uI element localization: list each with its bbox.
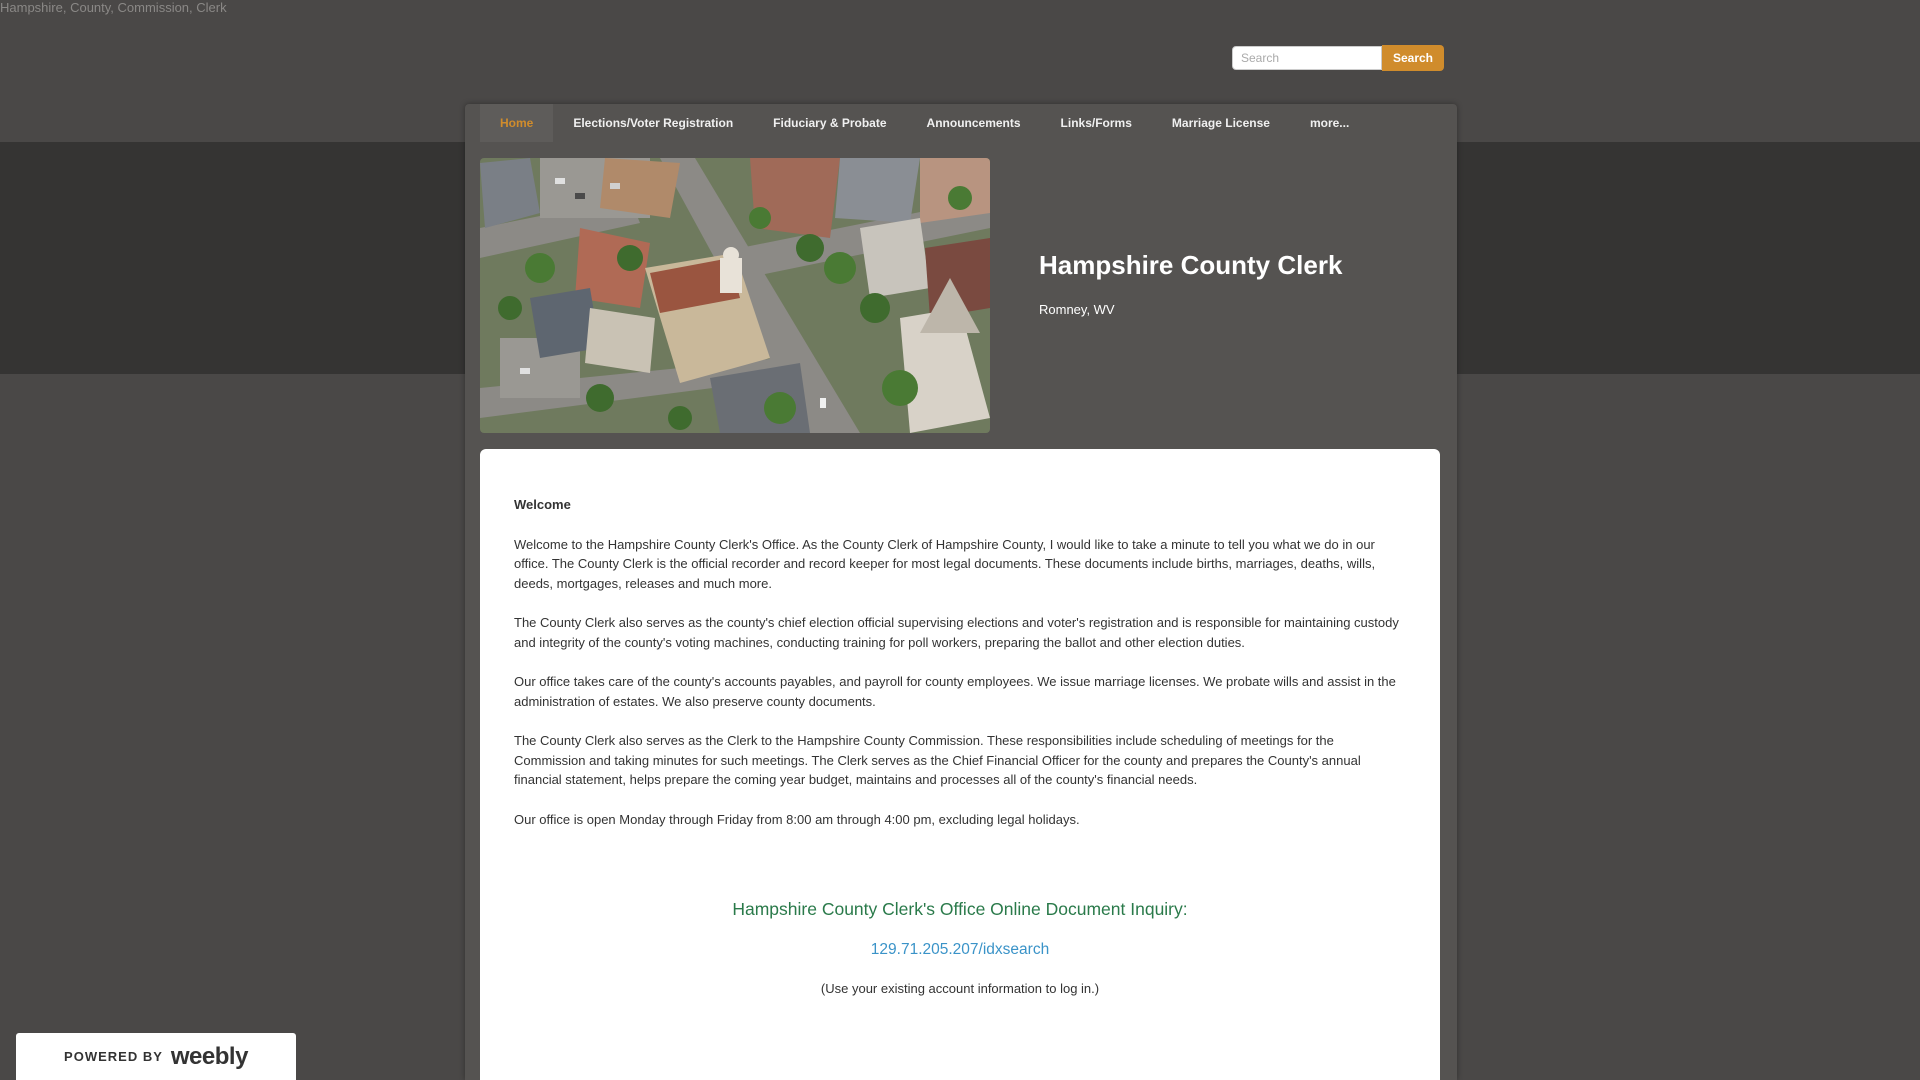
nav-item-marriage-license[interactable]: Marriage License — [1171, 116, 1270, 130]
header-aerial-photo — [480, 158, 990, 433]
document-inquiry-title: Hampshire County Clerk's Office Online Document Inquiry: — [732, 899, 1188, 919]
weebly-logo: weebly — [170, 1042, 248, 1070]
nav-item-links-forms[interactable]: Links/Forms — [1060, 116, 1132, 130]
aerial-town-illustration — [480, 158, 990, 433]
nav-item-announcements[interactable]: Announcements — [926, 116, 1021, 130]
intro-paragraph: Welcome to the Hampshire County Clerk's Office. As the County Clerk of Hampshire County, I would like to take a minute to tell you what we do in our office. The County Clerk is the official recorder and record keeper for most legal documents. These documents include births, marriages, deaths, wills, deeds, mortgages, releases and much more. — [514, 536, 1376, 591]
election-paragraph: The County Clerk also serves as the county's chief election official supervising elections and voter's registration and is responsible for maintaining custody and integrity of the county's voting machines, conducting training for poll workers, preparing the ballot and other election duties. — [514, 615, 1399, 650]
commission-paragraph: The County Clerk also serves as the Clerk to the Hampshire County Commission. These responsibilities include scheduling of meetings for the Commission and taking minutes for such meetings. The Clerk serves as the Chief Financial Officer for the county and prepares the County's annual financial statement, helps prepare the coming year budget, maintains and processes all of the county's financial needs. — [514, 733, 1361, 787]
document-inquiry-link[interactable]: 129.71.205.207/idxsearch — [870, 940, 1050, 958]
nav-item-home[interactable]: Home — [480, 104, 553, 142]
search-form — [1232, 45, 1444, 71]
hours-paragraph: Our office is open Monday through Friday from 8:00 am through 4:00 pm, excluding legal holidays. — [514, 811, 1080, 827]
welcome-heading: Welcome — [514, 497, 571, 512]
main-navigation — [480, 104, 1369, 142]
search-input[interactable] — [1232, 46, 1382, 70]
meta-keywords-text: Hampshire, County, Commission, Clerk — [0, 0, 227, 15]
powered-by-text: POWERED BY — [64, 1049, 163, 1064]
nav-item-fiduciary-probate[interactable]: Fiduciary & Probate — [773, 116, 887, 130]
site-container — [465, 104, 1457, 1080]
nav-item-more[interactable]: more... — [1309, 116, 1350, 130]
login-note: (Use your existing account information to log in.) — [820, 981, 1100, 996]
powered-by-weebly-badge[interactable] — [16, 1033, 296, 1080]
main-content — [480, 449, 1440, 1080]
nav-item-elections[interactable]: Elections/Voter Registration — [573, 116, 734, 130]
site-subtitle: Romney, WV — [1039, 302, 1115, 317]
search-button[interactable]: Search — [1382, 45, 1444, 71]
site-title: Hampshire County Clerk — [1039, 250, 1343, 280]
accounts-paragraph: Our office takes care of the county's accounts payables, and payroll for county employees. We issue marriage licenses. We probate wills and assist in the administration of estates. We also preserve county documents. — [514, 674, 1396, 709]
